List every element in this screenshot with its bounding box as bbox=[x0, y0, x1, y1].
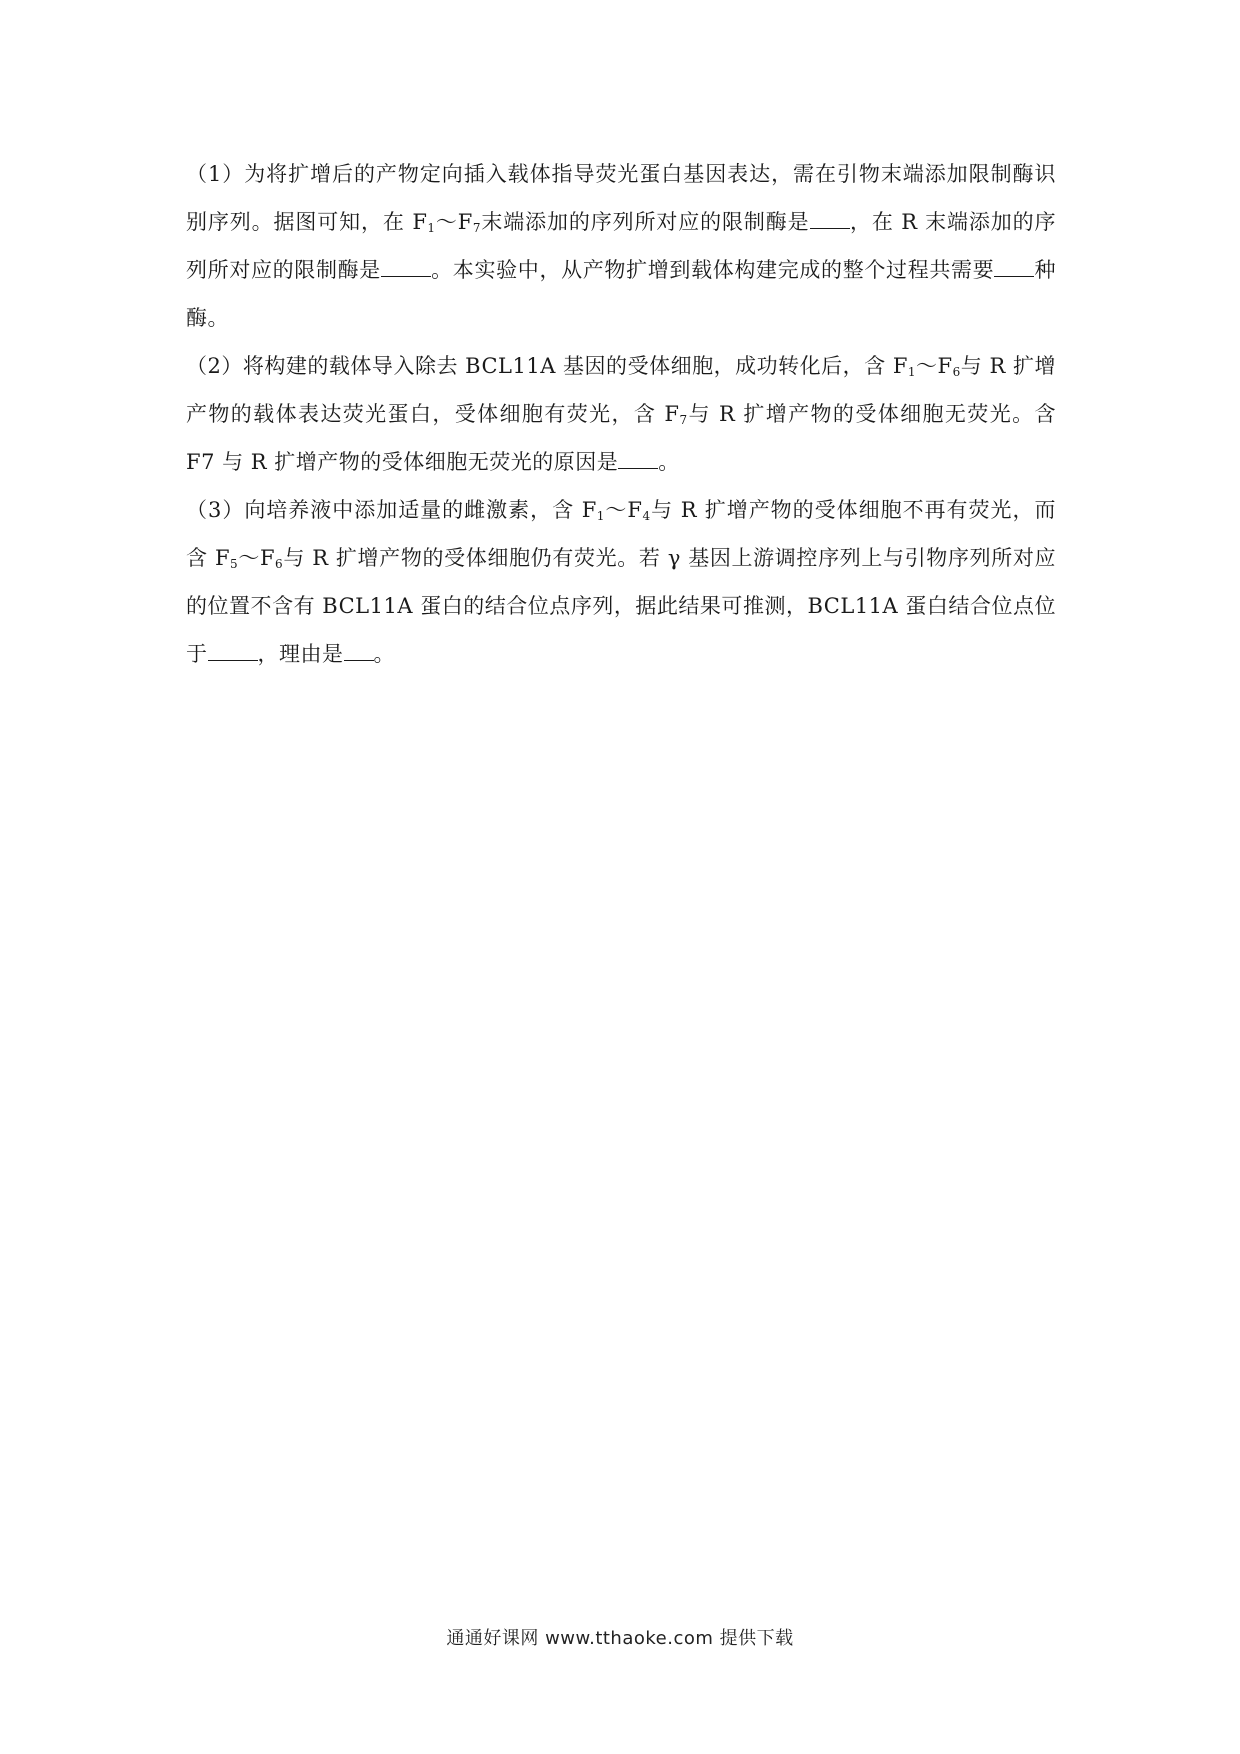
answer-blank bbox=[381, 258, 431, 277]
question-1 bbox=[186, 150, 1056, 342]
question-number: （1） bbox=[186, 162, 245, 186]
question-text: 将构建的载体导入除去 BCL11A 基因的受体细胞，成功转化后，含 F bbox=[242, 354, 908, 378]
question-text: ～F bbox=[435, 210, 473, 234]
question-text: 与 R 扩增产物的载体表达荧光蛋白，受体细胞有荧光，含 F bbox=[186, 354, 1056, 426]
question-text: ，理由是 bbox=[257, 642, 344, 666]
question-text: 与 R 扩增产物的受体细胞仍有荧光。若 γ 基因上游调控序列上与引物序列所对应的位置不含有 BCL11A 蛋白的结合位点序列，据此结果可推测，BCL11A 蛋白结合位点位于 bbox=[186, 546, 1056, 666]
question-text: 与 R 扩增产物的受体细胞无荧光。含 F7 与 R 扩增产物的受体细胞无荧光的原因是 bbox=[186, 402, 1056, 474]
question-text: ，在 R 末端添加的序列所对应的限制酶是 bbox=[186, 210, 1056, 282]
question-number: （3） bbox=[186, 498, 245, 522]
question-text: 。 bbox=[373, 642, 395, 666]
subscript: 1 bbox=[596, 509, 605, 523]
subscript: 1 bbox=[427, 221, 436, 235]
footer-watermark: 通通好课网 www.tthaoke.com 提供下载 bbox=[446, 1628, 794, 1649]
question-text: ～F bbox=[238, 546, 276, 570]
question-2 bbox=[186, 342, 1056, 486]
question-text: ～F bbox=[604, 498, 643, 522]
question-content bbox=[186, 150, 1056, 678]
subscript: 5 bbox=[230, 557, 239, 571]
subscript: 7 bbox=[679, 413, 688, 427]
question-text: 与 R 扩增产物的受体细胞不再有荧光，而含 F bbox=[186, 498, 1056, 570]
question-text: 向培养液中添加适量的雌激素，含 F bbox=[244, 498, 597, 522]
answer-blank bbox=[618, 450, 658, 469]
question-text: 。本实验中，从产物扩增到载体构建完成的整个过程共需要 bbox=[430, 258, 995, 282]
answer-blank bbox=[208, 642, 258, 661]
answer-blank bbox=[344, 642, 374, 661]
question-3 bbox=[186, 486, 1056, 678]
subscript: 4 bbox=[642, 509, 651, 523]
question-text: 为将扩增后的产物定向插入载体指导荧光蛋白基因表达，需在引物末端添加限制酶识别序列。据图可知，在 F bbox=[186, 162, 1056, 234]
question-number: （2） bbox=[186, 354, 243, 378]
subscript: 6 bbox=[952, 365, 961, 379]
question-text: 种酶。 bbox=[186, 258, 1057, 330]
subscript: 6 bbox=[275, 557, 284, 571]
question-text: ～F bbox=[916, 354, 953, 378]
subscript: 7 bbox=[472, 221, 482, 235]
answer-blank bbox=[810, 210, 850, 229]
answer-blank bbox=[994, 258, 1034, 277]
question-text: 末端添加的序列所对应的限制酶是 bbox=[481, 210, 810, 234]
question-text: 。 bbox=[658, 450, 680, 474]
subscript: 1 bbox=[907, 365, 917, 379]
